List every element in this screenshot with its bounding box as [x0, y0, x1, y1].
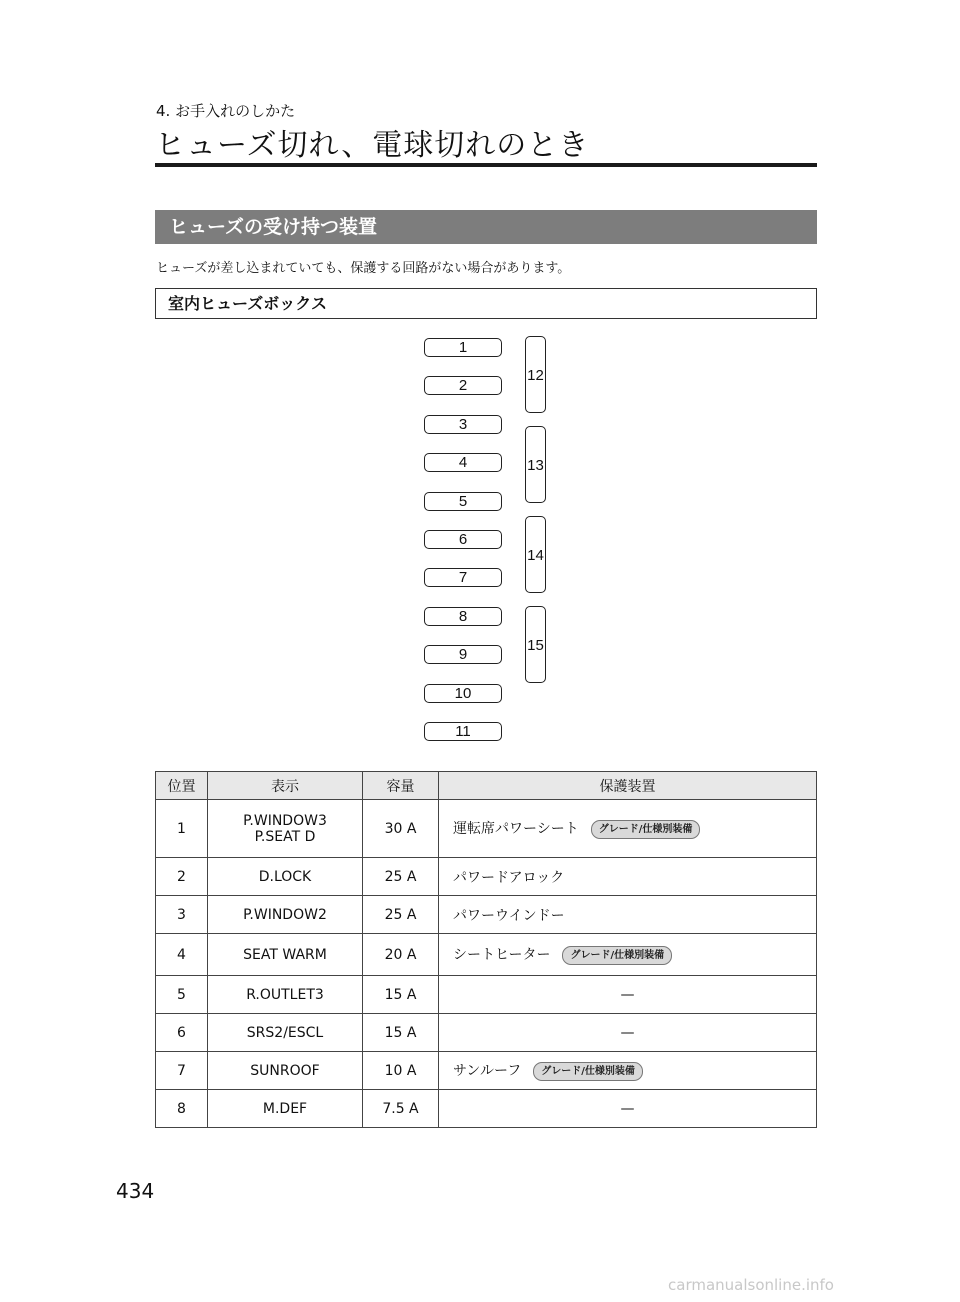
watermark: carmanualsonline.info — [668, 1276, 834, 1294]
cell-label — [208, 896, 363, 934]
page-number: 434 — [116, 1179, 155, 1203]
cell-label — [208, 800, 363, 858]
label-line: R.OUTLET3 — [246, 986, 324, 1003]
fuse-slot: 6 — [424, 530, 502, 549]
fuse-slot: 1 — [424, 338, 502, 357]
cell-capacity: 7.5 A — [363, 1090, 439, 1128]
label-line: SUNROOF — [250, 1062, 320, 1079]
device-name: パワーウインドー — [453, 907, 565, 924]
section-heading: ヒューズの受け持つ装置 — [155, 210, 817, 244]
cell-capacity: 20 A — [363, 934, 439, 976]
table-header-row — [156, 772, 817, 800]
header-device: 保護装置 — [439, 772, 817, 800]
device-name: — — [620, 986, 635, 1003]
cell-position: 7 — [156, 1052, 208, 1090]
grade-badge: グレード/仕様別装備 — [562, 946, 672, 965]
cell-label — [208, 976, 363, 1014]
table-row — [156, 976, 817, 1014]
fuse-slot: 3 — [424, 415, 502, 434]
fuse-slot: 8 — [424, 607, 502, 626]
cell-position: 2 — [156, 858, 208, 896]
device-name: — — [620, 1100, 635, 1117]
cell-capacity: 25 A — [363, 858, 439, 896]
cell-capacity: 15 A — [363, 976, 439, 1014]
device-name: シートヒーター — [453, 947, 551, 964]
table-row — [156, 1090, 817, 1128]
header-label: 表示 — [208, 772, 363, 800]
device-name: パワードアロック — [453, 869, 565, 886]
table-row — [156, 858, 817, 896]
title-divider — [155, 163, 817, 167]
cell-device — [439, 1090, 817, 1128]
table-row — [156, 1052, 817, 1090]
cell-device — [439, 858, 817, 896]
cell-capacity: 15 A — [363, 1014, 439, 1052]
fuse-slot: 2 — [424, 376, 502, 395]
fuse-slot-tall: 13 — [525, 426, 546, 503]
cell-label — [208, 934, 363, 976]
table-row — [156, 1014, 817, 1052]
table-row — [156, 934, 817, 976]
cell-position: 6 — [156, 1014, 208, 1052]
cell-device — [439, 976, 817, 1014]
cell-position: 5 — [156, 976, 208, 1014]
grade-badge: グレード/仕様別装備 — [533, 1062, 643, 1081]
label-line: SEAT WARM — [243, 946, 327, 963]
chapter-heading: 4. お手入れのしかた — [156, 102, 296, 120]
label-line: D.LOCK — [258, 868, 312, 885]
label-line: SRS2/ESCL — [246, 1024, 324, 1041]
device-name: 運転席パワーシート — [453, 821, 579, 838]
label-line: M.DEF — [262, 1100, 308, 1117]
cell-capacity: 25 A — [363, 896, 439, 934]
cell-device — [439, 1014, 817, 1052]
label-line: P.WINDOW2 — [243, 906, 327, 923]
fuse-table — [155, 771, 817, 1128]
cell-device — [439, 896, 817, 934]
cell-capacity: 10 A — [363, 1052, 439, 1090]
subsection-heading: 室内ヒューズボックス — [155, 288, 817, 319]
page-title: ヒューズ切れ、電球切れのとき — [155, 128, 590, 163]
cell-label — [208, 1014, 363, 1052]
fuse-slot: 7 — [424, 568, 502, 587]
cell-label — [208, 1052, 363, 1090]
cell-position: 1 — [156, 800, 208, 858]
fuse-slot: 10 — [424, 684, 502, 703]
grade-badge: グレード/仕様別装備 — [591, 820, 701, 839]
fuse-slot-tall: 12 — [525, 336, 546, 413]
header-position: 位置 — [156, 772, 208, 800]
intro-text: ヒューズが差し込まれていても、保護する回路がない場合があります。 — [156, 261, 571, 276]
fuse-slot: 9 — [424, 645, 502, 664]
fuse-slot: 4 — [424, 453, 502, 472]
fuse-slot: 5 — [424, 492, 502, 511]
table-row — [156, 800, 817, 858]
label-line: P.SEAT D — [254, 828, 316, 845]
device-name: — — [620, 1024, 635, 1041]
fuse-slot: 11 — [424, 722, 502, 741]
fuse-slot-tall: 15 — [525, 606, 546, 683]
cell-device — [439, 800, 817, 858]
table-row — [156, 896, 817, 934]
cell-position: 4 — [156, 934, 208, 976]
cell-position: 8 — [156, 1090, 208, 1128]
device-name: サンルーフ — [453, 1063, 522, 1080]
label-line: P.WINDOW3 — [243, 812, 327, 829]
header-capacity: 容量 — [363, 772, 439, 800]
cell-capacity: 30 A — [363, 800, 439, 858]
cell-position: 3 — [156, 896, 208, 934]
fuse-slot-tall: 14 — [525, 516, 546, 593]
cell-label — [208, 1090, 363, 1128]
cell-device — [439, 934, 817, 976]
cell-label — [208, 858, 363, 896]
cell-device — [439, 1052, 817, 1090]
